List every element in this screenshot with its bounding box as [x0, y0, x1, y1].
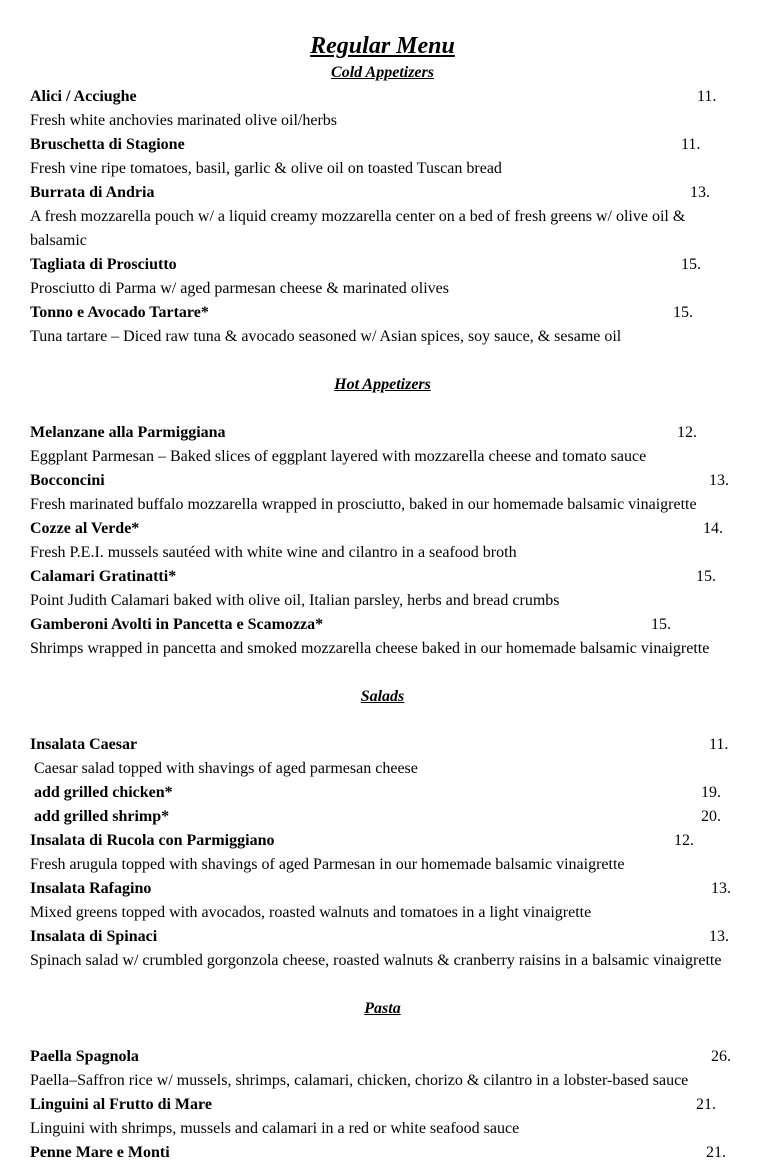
- addon-name: add grilled chicken*: [34, 784, 173, 801]
- section-pasta: Pasta: [364, 1000, 401, 1017]
- menu-item: [30, 1093, 735, 1117]
- item-price: 21.: [696, 1096, 716, 1113]
- section-cold-appetizers: Cold Appetizers: [331, 64, 434, 81]
- menu-item: [30, 829, 735, 853]
- menu-page: [30, 29, 735, 1165]
- item-description: Fresh white anchovies marinated olive oil/herbs: [30, 112, 338, 129]
- item-description: Fresh P.E.I. mussels sautéed with white wine and cilantro in a seafood broth: [30, 544, 517, 561]
- item-name: Linguini al Frutto di Mare: [30, 1096, 212, 1113]
- item-description: Paella–Saffron rice w/ mussels, shrimps, calamari, chicken, chorizo & cilantro in a lobster-based sauce: [30, 1072, 689, 1089]
- item-description: Eggplant Parmesan – Baked slices of eggplant layered with mozzarella cheese and tomato sauce: [30, 448, 647, 465]
- item-name: Insalata Caesar: [30, 736, 138, 753]
- menu-item: [30, 565, 735, 589]
- item-name: Insalata di Rucola con Parmiggiano: [30, 832, 275, 849]
- item-name: Alici / Acciughe: [30, 88, 137, 105]
- item-name: Insalata di Spinaci: [30, 928, 158, 945]
- menu-item: [30, 85, 735, 109]
- item-price: 11.: [709, 736, 729, 753]
- item-price: 13.: [690, 184, 710, 201]
- menu-item: [30, 925, 735, 949]
- item-name: Gamberoni Avolti in Pancetta e Scamozza*: [30, 616, 324, 633]
- item-description: Point Judith Calamari baked with olive oil, Italian parsley, herbs and bread crumbs: [30, 592, 560, 609]
- item-price: 12.: [677, 424, 697, 441]
- item-price: 11.: [697, 88, 717, 105]
- item-price: 13.: [711, 880, 731, 897]
- item-name: Cozze al Verde*: [30, 520, 140, 537]
- addon-item: [30, 781, 735, 805]
- menu-item: [30, 253, 735, 277]
- item-description: Caesar salad topped with shavings of aged parmesan cheese: [34, 760, 418, 777]
- item-description: Fresh marinated buffalo mozzarella wrapped in prosciutto, baked in our homemade balsamic vinaigrette: [30, 496, 697, 513]
- item-price: 11.: [681, 136, 701, 153]
- menu-item: [30, 1045, 735, 1069]
- menu-item: [30, 421, 735, 445]
- item-price: 12.: [674, 832, 694, 849]
- item-name: Paella Spagnola: [30, 1048, 139, 1065]
- item-price: 26.: [711, 1048, 731, 1065]
- item-name: Melanzane alla Parmiggiana: [30, 424, 226, 441]
- addon-price: 20.: [701, 808, 721, 825]
- item-price: 13.: [709, 928, 729, 945]
- section-salads: Salads: [360, 688, 405, 705]
- item-name: Calamari Gratinatti*: [30, 568, 177, 585]
- addon-item: [30, 805, 735, 829]
- item-description: Fresh arugula topped with shavings of aged Parmesan in our homemade balsamic vinaigrette: [30, 856, 625, 873]
- item-price: 15.: [696, 568, 716, 585]
- item-price: 21.: [706, 1144, 726, 1161]
- item-name: Tonno e Avocado Tartare*: [30, 304, 209, 321]
- menu-item: [30, 469, 735, 493]
- item-description: Prosciutto di Parma w/ aged parmesan cheese & marinated olives: [30, 280, 449, 297]
- item-description: Tuna tartare – Diced raw tuna & avocado seasoned w/ Asian spices, soy sauce, & sesame oil: [30, 328, 622, 345]
- item-price: 15.: [673, 304, 693, 321]
- addon-price: 19.: [701, 784, 721, 801]
- menu-item: [30, 1141, 735, 1165]
- item-name: Bruschetta di Stagione: [30, 136, 185, 153]
- item-name: Penne Mare e Monti: [30, 1144, 170, 1161]
- menu-item: [30, 133, 735, 157]
- menu-title: Regular Menu: [310, 33, 455, 59]
- item-name: Insalata Rafagino: [30, 880, 152, 897]
- item-price: 15.: [651, 616, 671, 633]
- addon-name: add grilled shrimp*: [34, 808, 170, 825]
- item-name: Bocconcini: [30, 472, 105, 489]
- menu-item: [30, 517, 735, 541]
- menu-item: [30, 613, 735, 637]
- section-hot-appetizers: Hot Appetizers: [334, 376, 431, 393]
- item-description: Linguini with shrimps, mussels and calamari in a red or white seafood sauce: [30, 1120, 520, 1137]
- menu-item: [30, 733, 735, 757]
- item-price: 15.: [681, 256, 701, 273]
- item-description: Fresh vine ripe tomatoes, basil, garlic & olive oil on toasted Tuscan bread: [30, 160, 502, 177]
- item-name: Tagliata di Prosciutto: [30, 256, 177, 273]
- item-name: Burrata di Andria: [30, 184, 155, 201]
- item-description: Mixed greens topped with avocados, roasted walnuts and tomatoes in a light vinaigrette: [30, 904, 592, 921]
- menu-item: [30, 181, 735, 205]
- menu-item: [30, 301, 735, 325]
- item-description: A fresh mozzarella pouch w/ a liquid creamy mozzarella center on a bed of fresh greens w/ olive oil & balsamic: [30, 208, 686, 249]
- item-price: 13.: [709, 472, 729, 489]
- item-description: Spinach salad w/ crumbled gorgonzola cheese, roasted walnuts & cranberry raisins in a balsamic vinaigrette: [30, 952, 722, 969]
- item-price: 14.: [703, 520, 723, 537]
- menu-item: [30, 877, 735, 901]
- item-description: Shrimps wrapped in pancetta and smoked mozzarella cheese baked in our homemade balsamic vinaigrette: [30, 640, 710, 657]
